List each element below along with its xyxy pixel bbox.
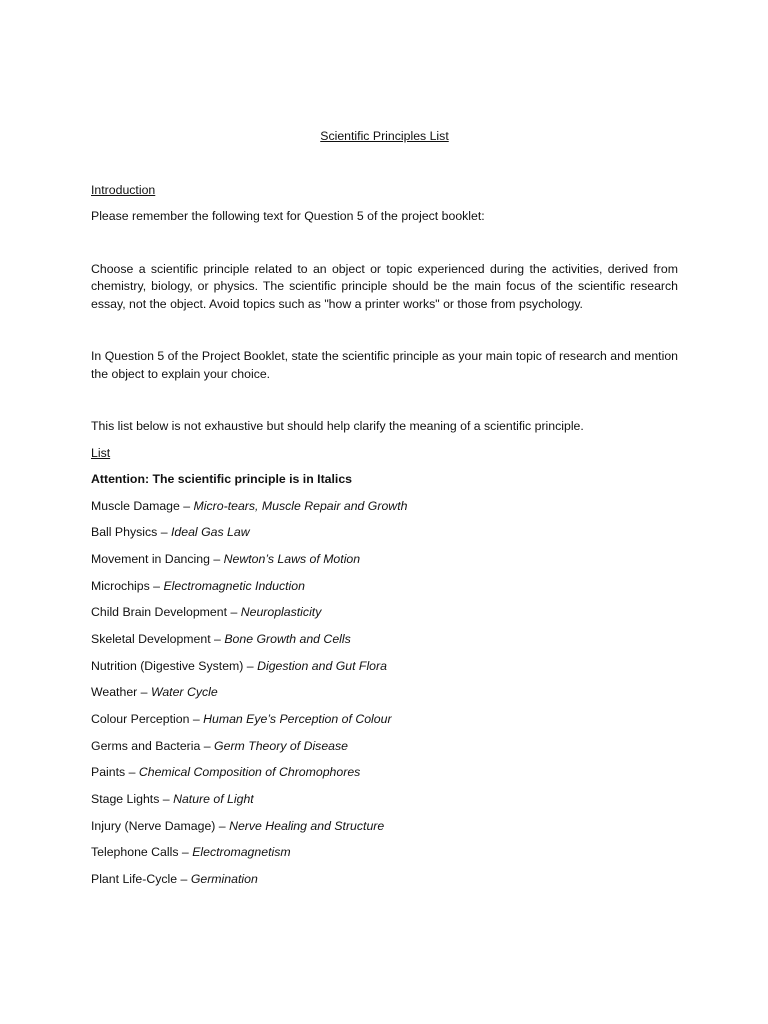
item-topic: Germs and Bacteria: [91, 738, 201, 753]
item-separator: –: [209, 551, 224, 566]
list-item: [91, 551, 678, 569]
item-separator: –: [227, 605, 241, 620]
item-principle: Electromagnetism: [192, 845, 291, 860]
item-principle: Germ Theory of Disease: [214, 738, 348, 753]
item-principle: Water Cycle: [150, 685, 218, 700]
item-separator: –: [149, 578, 164, 593]
item-separator: –: [210, 631, 225, 646]
item-topic: Skeletal Development: [91, 631, 211, 646]
item-topic: Muscle Damage: [91, 498, 180, 513]
item-principle: Neuroplasticity: [240, 605, 322, 620]
item-separator: –: [189, 712, 204, 726]
spacer: [91, 392, 678, 418]
item-principle: Nerve Healing and Structure: [229, 818, 385, 833]
item-principle: Ideal Gas Law: [170, 525, 250, 540]
list-item: [91, 818, 678, 836]
list-item: [91, 871, 678, 889]
list-heading: List: [91, 445, 111, 460]
list-item: [91, 684, 678, 702]
item-topic: Movement in Dancing: [91, 551, 210, 566]
intro-heading: Introduction: [91, 182, 156, 197]
list-item: [91, 844, 678, 862]
list-item: [91, 791, 678, 809]
item-principle: Electromagnetic Induction: [163, 578, 305, 593]
item-separator: –: [177, 872, 191, 887]
spacer: [91, 235, 678, 261]
item-principle: Newton’s Laws of Motion: [223, 551, 361, 566]
list-item: [91, 738, 678, 756]
list-item: [91, 604, 678, 622]
list-item: [91, 524, 678, 542]
item-separator: –: [157, 525, 171, 540]
principle-list: [91, 498, 678, 889]
item-topic: Microchips: [91, 578, 150, 593]
item-topic: Ball Physics: [91, 525, 158, 540]
item-principle: Chemical Composition of Chromophores: [138, 765, 361, 780]
list-item: [91, 711, 678, 729]
list-item: [91, 498, 678, 516]
item-topic: Weather: [91, 685, 138, 700]
spacer: [91, 322, 678, 348]
document-body: [91, 128, 678, 898]
list-item: [91, 658, 678, 676]
item-principle: Nature of Light: [173, 792, 254, 807]
item-separator: –: [179, 498, 194, 513]
item-topic: Paints: [91, 765, 126, 780]
list-item: [91, 631, 678, 649]
item-separator: –: [200, 738, 215, 753]
item-separator: –: [125, 765, 139, 780]
item-separator: –: [159, 792, 174, 807]
item-principle: Digestion and Gut Flora: [257, 658, 387, 673]
item-topic: Nutrition (Digestive System): [91, 658, 244, 673]
document-title: Scientific Principles List: [320, 129, 449, 143]
quote-paragraph: Choose a scientific principle related to an object or topic experienced during the activities, derived from chemistry, biology, or physics. The scientific principle should be the main focus of the scientific research essay, not the object. Avoid topics such as "how a printer works" or those from psychology.: [91, 261, 678, 311]
item-topic: Telephone Calls: [91, 845, 179, 860]
attention-note: Attention: The scientific principle is in Italics: [91, 472, 353, 486]
list-item: [91, 578, 678, 596]
item-topic: Stage Lights: [91, 792, 160, 807]
item-topic: Plant Life-Cycle: [91, 872, 178, 887]
list-note: This list below is not exhaustive but should help clarify the meaning of a scientific principle.: [91, 419, 584, 433]
question-paragraph: In Question 5 of the Project Booklet, state the scientific principle as your main topic of research and mention the object to explain your choice.: [91, 349, 678, 381]
item-principle: Micro-tears, Muscle Repair and Growth: [193, 498, 408, 513]
item-topic: Injury (Nerve Damage): [91, 818, 216, 833]
item-separator: –: [137, 685, 151, 700]
item-principle: Germination: [190, 872, 258, 887]
item-separator: –: [215, 818, 230, 833]
item-principle: Bone Growth and Cells: [224, 631, 351, 646]
item-principle: Human Eye’s Perception of Colour: [203, 712, 392, 726]
item-topic: Colour Perception: [91, 712, 190, 726]
item-separator: –: [243, 658, 258, 673]
intro-text: Please remember the following text for Question 5 of the project booklet:: [91, 209, 485, 223]
item-separator: –: [178, 845, 193, 860]
list-item: [91, 764, 678, 782]
item-topic: Child Brain Development: [91, 605, 228, 620]
